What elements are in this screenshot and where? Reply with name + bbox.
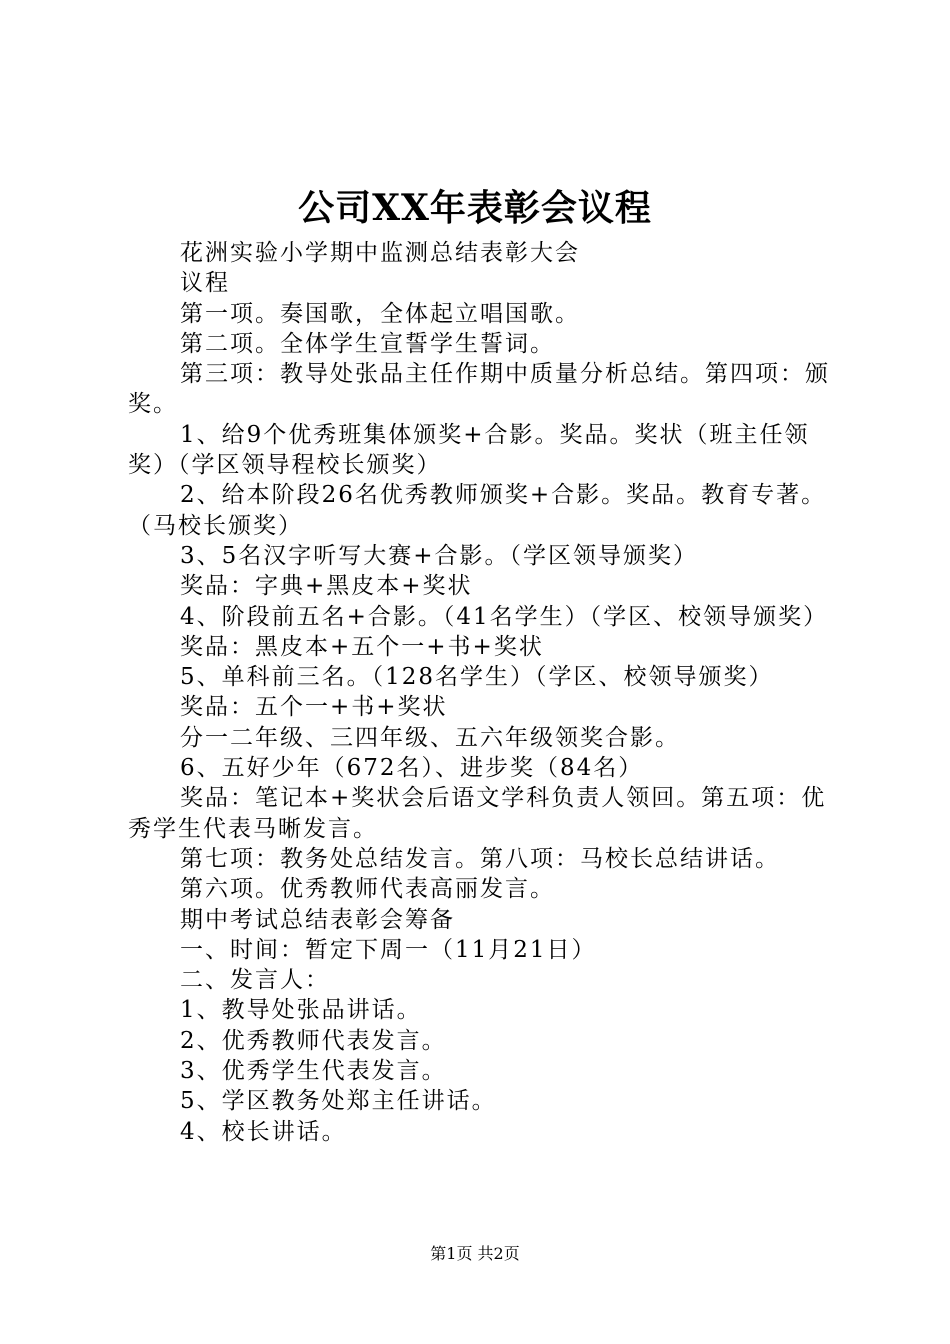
paragraph: 1、给9个优秀班集体颁奖+合影。奖品。奖状（班主任领奖）（学区领导程校长颁奖） <box>128 421 810 479</box>
page-footer: 第1页 共2页 <box>430 1244 520 1263</box>
document-body <box>128 238 834 1147</box>
paragraph: 花洲实验小学期中监测总结表彰大会 <box>180 240 580 266</box>
paragraph: 5、学区教务处郑主任讲话。 <box>180 1088 497 1115</box>
paragraph: 6、五好少年（672名）、进步奖（84名） <box>180 755 644 782</box>
paragraph: 3、5名汉字听写大赛+合影。（学区领导颁奖） <box>180 542 699 569</box>
paragraph: 5、单科前三名。（128名学生）（学区、校领导颁奖） <box>180 664 774 691</box>
paragraph: 议程 <box>180 270 230 297</box>
paragraph: 4、阶段前五名+合影。（41名学生）（学区、校领导颁奖） <box>180 603 829 630</box>
paragraph: 第六项。优秀教师代表高丽发言。 <box>180 876 555 903</box>
paragraph: 奖品：五个一+书+奖状 <box>180 694 448 721</box>
paragraph: 奖品：笔记本+奖状会后语文学科负责人领回。第五项：优秀学生代表马晰发言。 <box>128 785 827 842</box>
document-title: 公司XX年表彰会议程 <box>298 187 652 229</box>
paragraph: 奖品：黑皮本+五个一+书+奖状 <box>180 633 544 660</box>
paragraph: 期中考试总结表彰会筹备 <box>180 906 455 933</box>
paragraph: 第七项：教务处总结发言。第八项：马校长总结讲话。 <box>180 845 780 872</box>
paragraph: 一、时间：暂定下周一（11月21日） <box>180 936 597 963</box>
paragraph: 奖品：字典+黑皮本+奖状 <box>180 573 473 600</box>
paragraph: 2、优秀教师代表发言。 <box>180 1027 447 1054</box>
paragraph: 1、教导处张品讲话。 <box>180 997 422 1024</box>
paragraph: 2、给本阶段26名优秀教师颁奖+合影。奖品。教育专著。（马校长颁奖） <box>128 482 827 539</box>
paragraph: 二、发言人： <box>180 967 330 994</box>
paragraph: 4、校长讲话。 <box>180 1118 347 1145</box>
paragraph: 分一二年级、三四年级、五六年级领奖合影。 <box>180 724 680 751</box>
paragraph: 3、优秀学生代表发言。 <box>180 1058 447 1085</box>
paragraph: 第三项：教导处张品主任作期中质量分析总结。第四项：颁奖。 <box>128 361 830 418</box>
paragraph: 第二项。全体学生宣誓学生誓词。 <box>180 330 555 357</box>
paragraph: 第一项。奏国歌，全体起立唱国歌。 <box>180 300 580 327</box>
